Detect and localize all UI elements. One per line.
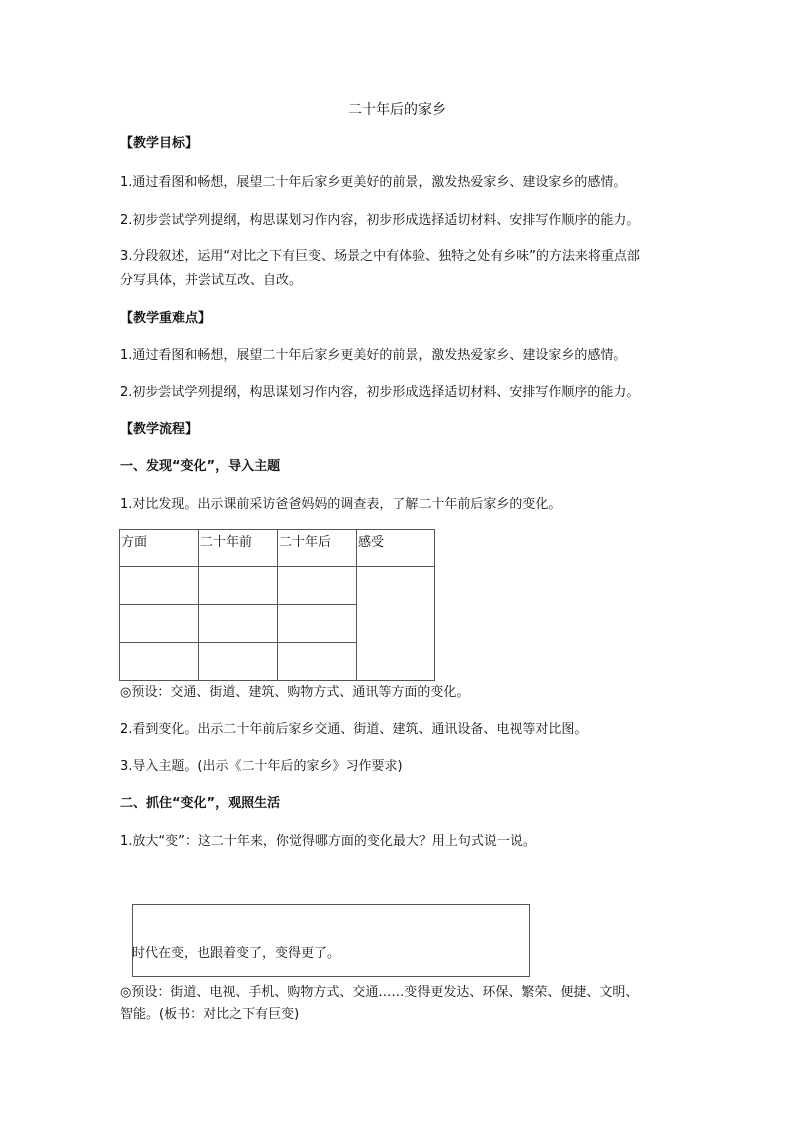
- table-cell: [278, 643, 357, 681]
- table-cell: [120, 643, 199, 681]
- table-header-twenty-years-later: 二十年后: [278, 530, 357, 567]
- section-1-step-3: 3.导入主题。(出示《二十年后的家乡》习作要求): [120, 759, 403, 774]
- key-point-item-2: 2.初步尝试学列提纲，构思谋划习作内容，初步形成选择适切材料、安排写作顺序的能力。: [120, 385, 640, 400]
- objective-item-1: 1.通过看图和畅想，展望二十年后家乡更美好的前景，激发热爱家乡、建设家乡的感情。: [120, 175, 627, 190]
- table-cell: [120, 567, 199, 605]
- table-header-aspect: 方面: [120, 530, 199, 567]
- table-cell: [199, 567, 278, 605]
- section-2-step-1: 1.放大“变”：这二十年来，你觉得哪方面的变化最大？用上句式说一说。: [120, 834, 536, 849]
- section-2-preset-line-1: ◎预设：街道、电视、手机、购物方式、交通……变得更发达、环保、繁荣、便捷、文明、: [120, 985, 639, 1000]
- section-2-preset-line-2: 智能。(板书：对比之下有巨变): [120, 1007, 300, 1022]
- table-cell: [278, 605, 357, 643]
- sentence-frame-box: [132, 904, 530, 977]
- document-title: 二十年后的家乡: [348, 102, 446, 118]
- section-1-step-2: 2.看到变化。出示二十年前后家乡交通、街道、建筑、通讯设备、电视等对比图。: [120, 722, 588, 737]
- section-1-preset: ◎预设：交通、街道、建筑、购物方式、通讯等方面的变化。: [120, 685, 470, 700]
- table-cell: [199, 605, 278, 643]
- objectives-heading: 【教学目标】: [120, 136, 199, 151]
- survey-table: [119, 529, 435, 681]
- table-cell-feeling-merged: [357, 567, 435, 681]
- table-cell: [120, 605, 199, 643]
- section-2-title: 二、抓住“变化”，观照生活: [120, 796, 281, 811]
- key-points-heading: 【教学重难点】: [120, 311, 212, 326]
- table-cell: [278, 567, 357, 605]
- section-1-step-1: 1.对比发现。出示课前采访爸爸妈妈的调查表，了解二十年前后家乡的变化。: [120, 497, 562, 512]
- table-cell: [199, 643, 278, 681]
- objective-item-3-line-2: 分写具体，并尝试互改、自改。: [120, 273, 303, 288]
- objective-item-3-line-1: 3.分段叙述，运用“对比之下有巨变、场景之中有体验、独特之处有乡味”的方法来将重点部: [120, 249, 640, 264]
- table-row: [120, 567, 435, 605]
- table-header-feeling: 感受: [357, 530, 435, 567]
- key-point-item-1: 1.通过看图和畅想，展望二十年后家乡更美好的前景，激发热爱家乡、建设家乡的感情。: [120, 348, 627, 363]
- process-heading: 【教学流程】: [120, 422, 199, 437]
- sentence-frame-text: 时代在变，也跟着变了，变得更了。: [132, 946, 341, 961]
- table-header-row: [120, 530, 435, 567]
- table-header-twenty-years-ago: 二十年前: [199, 530, 278, 567]
- objective-item-2: 2.初步尝试学列提纲，构思谋划习作内容，初步形成选择适切材料、安排写作顺序的能力。: [120, 213, 640, 228]
- section-1-title: 一、发现“变化”，导入主题: [120, 459, 281, 474]
